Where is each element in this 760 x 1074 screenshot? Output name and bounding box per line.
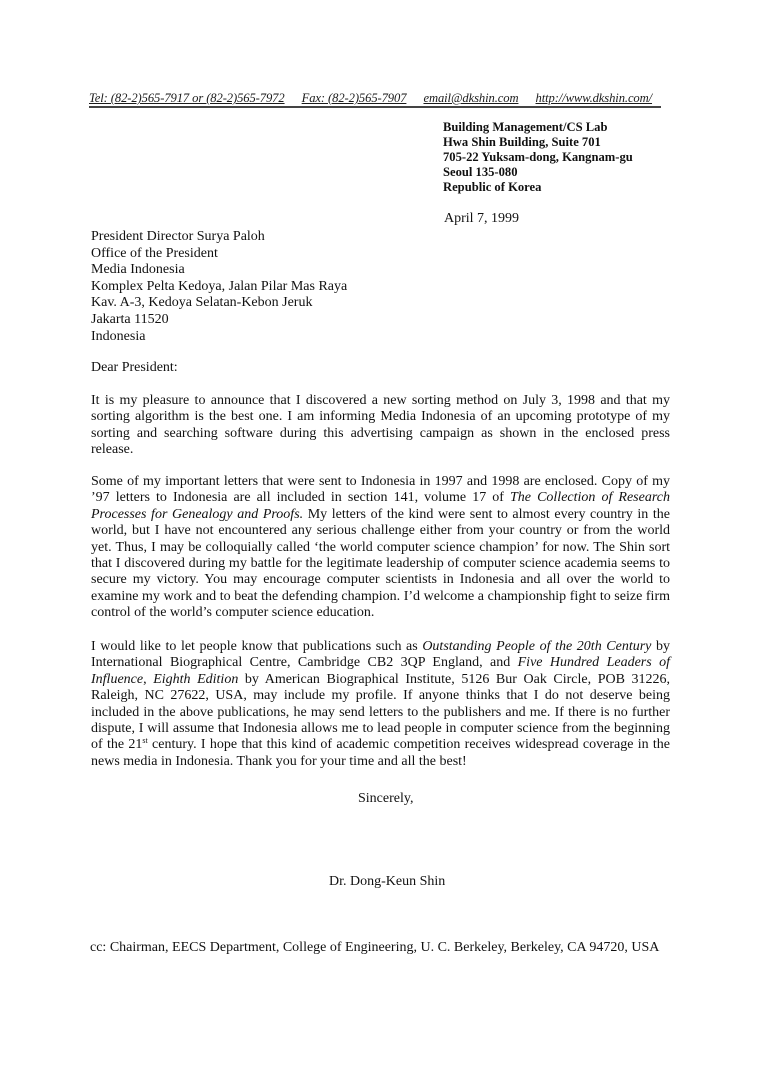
closing: Sincerely,	[358, 791, 414, 806]
recipient-line: Komplex Pelta Kedoya, Jalan Pilar Mas Raya	[91, 278, 348, 294]
body-paragraph-2	[91, 474, 670, 622]
text-run: ,	[143, 671, 154, 687]
recipient-line: Kav. A-3, Kedoya Selatan-Kebon Jeruk	[91, 295, 313, 311]
text-run: Some of my important letters that were sent to Indonesia in 1997 and 1998 are enclosed. Copy of my ’97 letters to Indonesia are all included in section 141, volume 17 of	[91, 474, 670, 506]
sender-address-line: Building Management/CS Lab	[443, 120, 608, 134]
sender-address-line: Seoul 135-080	[443, 165, 518, 179]
text-run: My letters of the kind were sent to almost every country in the world, but I have not encountered any serious challenge either from your country or from the world yet. Thus, I may be colloquially called ‘the world computer science champion’ for now. The Shin sort that I discovered during my battle for the legitimate leadership of computer science academia seems to secure my victory. You may encourage computer scientists in Indonesia and all over the world to examine my work and to beat the defending champion. I’d welcome a championship fight to seize firm control of the world’s computer science education.	[91, 506, 670, 621]
italic-edition: Eighth Edition	[153, 671, 239, 687]
text-run: by International Biographical Centre, Cambridge CB2 3QP England, and	[91, 639, 671, 671]
sender-address-line: Hwa Shin Building, Suite 701	[443, 135, 601, 149]
salutation: Dear President:	[91, 360, 178, 375]
text-run: century. I hope that this kind of academic competition receives widespread coverage in the news media in Indonesia. Thank you for your time and all the best!	[91, 737, 671, 769]
recipient-line: Office of the President	[91, 245, 218, 261]
letterhead-contact-line	[89, 90, 661, 108]
recipient-line: Indonesia	[91, 328, 146, 344]
sender-address-line: Republic of Korea	[443, 180, 542, 194]
letter-date: April 7, 1999	[444, 211, 520, 226]
body-paragraph-1: It is my pleasure to announce that I discovered a new sorting method on July 3, 1998 and that my sorting algorithm is the best one. I am informing Media Indonesia of an upcoming prototype of my sorting and searching software during this advertising campaign as shown in the enclosed press release.	[91, 393, 670, 458]
italic-book-title: The Collection of Research Processes for Genealogy and Proofs.	[91, 490, 670, 522]
italic-publication-title: Outstanding People of the 20th Century	[422, 639, 652, 654]
cc-line: cc: Chairman, EECS Department, College of Engineering, U. C. Berkeley, Berkeley, CA 94720, USA	[90, 940, 660, 955]
body-paragraph-3	[91, 639, 670, 770]
letterhead-url: http://www.dkshin.com/	[535, 91, 653, 105]
sender-address	[443, 120, 633, 195]
text-run: by American Biographical Institute, 5126 Bur Oak Circle, POB 31226, Raleigh, NC 27622, USA, may include my profile. If anyone thinks that I do not deserve being included in the above publications, he may send letters to the publishers and me. If there is no further dispute, I will assume that Indonesia allows me to lead people in computer science from the beginning of the 21	[91, 671, 671, 753]
letterhead-tel: Tel: (82-2)565-7917 or (82-2)565-7972	[89, 91, 285, 105]
recipient-line: Jakarta 11520	[91, 311, 169, 327]
ordinal-superscript: st	[142, 736, 148, 746]
sender-address-line: 705-22 Yuksam-dong, Kangnam-gu	[443, 150, 633, 164]
recipient-address	[91, 229, 347, 345]
signature-name: Dr. Dong-Keun Shin	[329, 874, 446, 889]
recipient-line: Media Indonesia	[91, 262, 185, 278]
text-run: I would like to let people know that publications such as	[91, 639, 423, 654]
recipient-line: President Director Surya Paloh	[91, 229, 265, 244]
letterhead-fax: Fax: (82-2)565-7907	[301, 91, 407, 105]
italic-publication-title: Five Hundred Leaders of Influence	[91, 655, 670, 687]
letterhead-email: email@dkshin.com	[423, 91, 519, 105]
